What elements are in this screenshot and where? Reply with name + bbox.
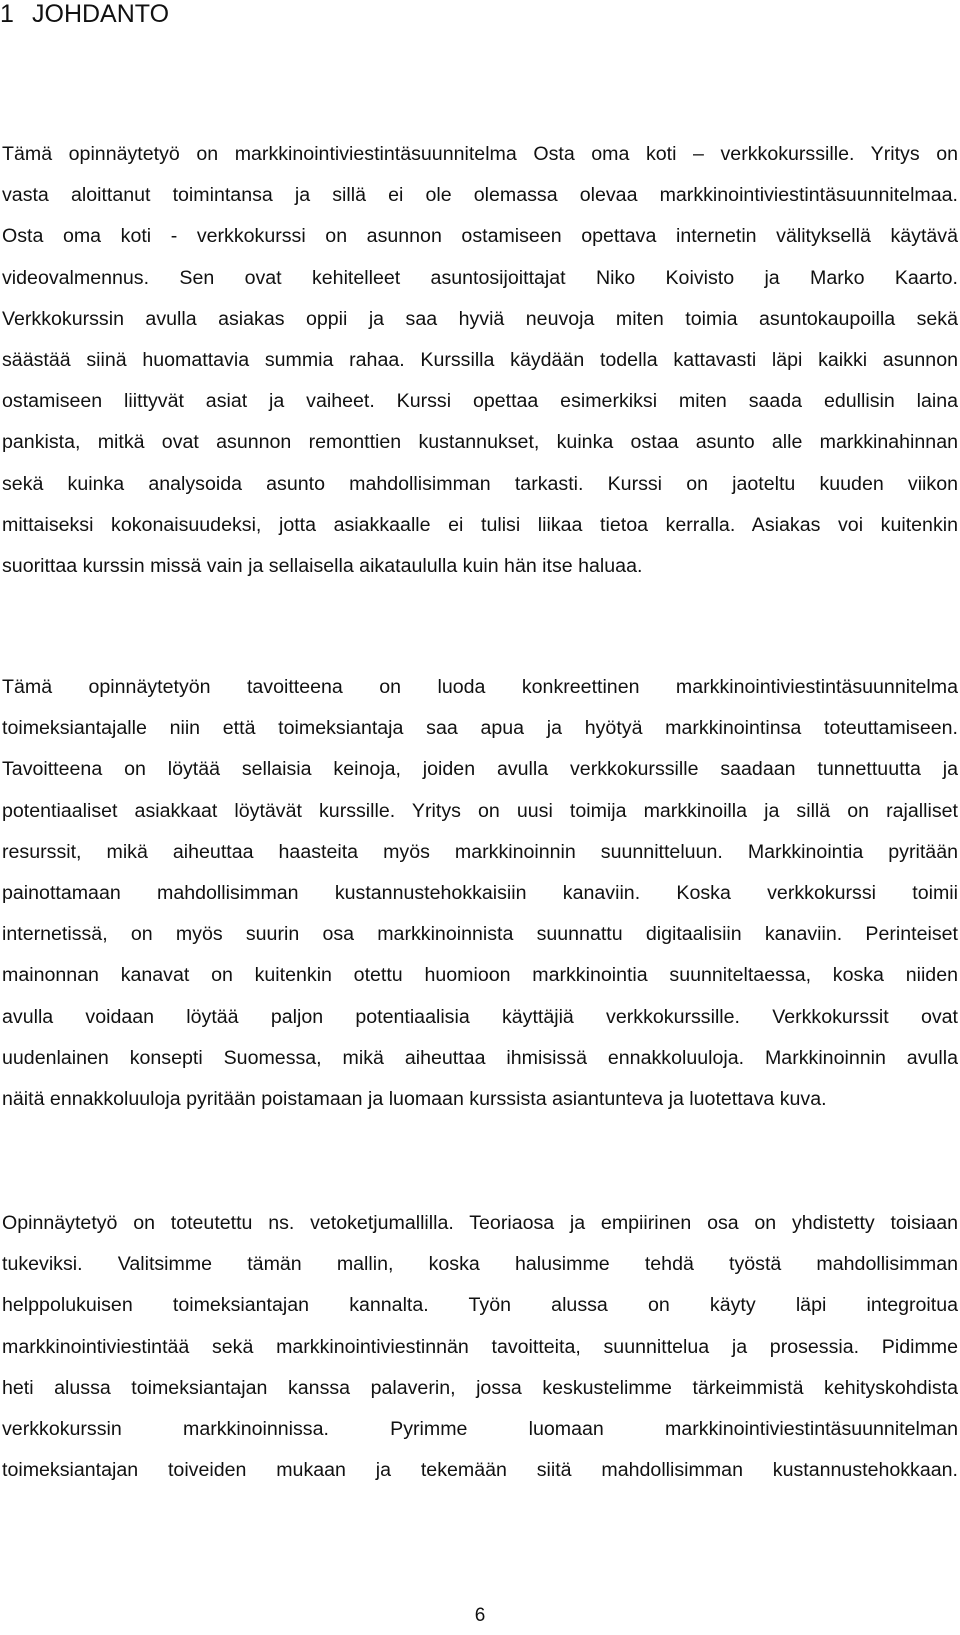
- text-line: Verkkokurssin avulla asiakas oppii ja saa hyviä neuvoja miten toimia asuntokaupoilla sekä: [2, 307, 958, 330]
- text-line: potentiaaliset asiakkaat löytävät kurssille. Yritys on uusi toimija markkinoilla ja sillä on rajalliset: [2, 799, 958, 822]
- text-line: tukeviksi. Valitsimme tämän mallin, koska halusimme tehdä työstä mahdollisimman: [2, 1253, 958, 1276]
- text-line: internetissä, on myös suurin osa markkinoinnista suunnattu digitaalisiin kanaviin. Perinteiset: [2, 923, 958, 946]
- text-line: uudenlainen konsepti Suomessa, mikä aiheuttaa ihmisissä ennakkoluuloja. Markkinoinnin avulla: [2, 1046, 958, 1069]
- text-line: Tämä opinnäytetyön tavoitteena on luoda konkreettinen markkinointiviestintäsuunnitelma: [2, 676, 958, 698]
- text-line: mainonnan kanavat on kuitenkin otettu huomioon markkinointia suunniteltaessa, koska niiden: [2, 964, 958, 987]
- text-line: Tavoitteena on löytää sellaisia keinoja, joiden avulla verkkokurssille saadaan tunnettuutta ja: [2, 758, 958, 781]
- text-line: ostamiseen liittyvät asiat ja vaiheet. Kurssi opettaa esimerkiksi miten saada edullisin laina: [2, 390, 958, 413]
- page-number: 6: [474, 1605, 486, 1626]
- text-line: näitä ennakkoluuloja pyritään poistamaan ja luomaan kurssista asiantunteva ja luotettava kuva.: [2, 1087, 827, 1110]
- text-line: pankista, mitkä ovat asunnon remonttien kustannukset, kuinka ostaa asunto alle markkinahinnan: [2, 431, 958, 454]
- text-line: painottamaan mahdollisimman kustannustehokkaisiin kanaviin. Koska verkkokurssi toimii: [2, 881, 958, 904]
- text-line: markkinointiviestintää sekä markkinointiviestinnän tavoitteita, suunnittelua ja prosessia. Pidimme: [2, 1335, 958, 1358]
- text-line: verkkokurssin markkinoinnissa. Pyrimme luomaan markkinointiviestintäsuunnitelman: [2, 1417, 958, 1440]
- text-line: sekä kuinka analysoida asunto mahdollisimman tarkasti. Kurssi on jaoteltu kuuden viikon: [2, 472, 958, 495]
- text-line: Tämä opinnäytetyö on markkinointiviestintäsuunnitelma Osta oma koti – verkkokurssille. Yritys on: [2, 143, 958, 165]
- text-line: resurssit, mikä aiheuttaa haasteita myös markkinoinnin suunnitteluun. Markkinointia pyritään: [2, 840, 958, 863]
- text-line: suorittaa kurssin missä vain ja sellaisella aikataululla kuin hän itse haluaa.: [2, 554, 643, 577]
- text-line: heti alussa toimeksiantajan kanssa palaverin, jossa keskustelimme tärkeimmistä kehityskohdista: [2, 1376, 958, 1399]
- paragraph-intro: [2, 134, 958, 587]
- paragraph-goals: [2, 667, 958, 1120]
- text-line: helppolukuisen toimeksiantajan kannalta. Työn alussa on käyty läpi integroitua: [2, 1294, 958, 1317]
- text-line: toimeksiantajan toiveiden mukaan ja tekemään siitä mahdollisimman kustannustehokkaan.: [2, 1459, 958, 1482]
- text-line: avulla voidaan löytää paljon potentiaalisia käyttäjiä verkkokurssille. Verkkokurssit ovat: [2, 1005, 958, 1028]
- text-line: säästää siinä huomattavia summia rahaa. Kurssilla käydään todella kattavasti läpi kaikki asunnon: [2, 348, 958, 371]
- text-line: Opinnäytetyö on toteutettu ns. vetoketjumallilla. Teoriaosa ja empiirinen osa on yhdistetty toisiaan: [2, 1212, 958, 1234]
- text-line: vasta aloittanut toimintansa ja sillä ei ole olemassa olevaa markkinointiviestintäsuunnitelmaa.: [2, 184, 958, 207]
- text-line: mittaiseksi kokonaisuudeksi, jotta asiakkaalle ei tulisi liikaa tietoa kerralla. Asiakas voi kuitenkin: [2, 513, 958, 536]
- chapter-heading: [0, 0, 169, 32]
- text-line: Osta oma koti - verkkokurssi on asunnon ostamiseen opettava internetin välityksellä käytävä: [2, 225, 958, 248]
- text-line: toimeksiantajalle niin että toimeksiantaja saa apua ja hyötyä markkinointinsa toteuttamiseen.: [2, 717, 958, 740]
- paragraph-method: [2, 1203, 958, 1491]
- chapter-number: 1: [0, 0, 14, 28]
- chapter-title: JOHDANTO: [32, 0, 170, 28]
- text-line: videovalmennus. Sen ovat kehitelleet asuntosijoittajat Niko Koivisto ja Marko Kaarto.: [2, 266, 958, 289]
